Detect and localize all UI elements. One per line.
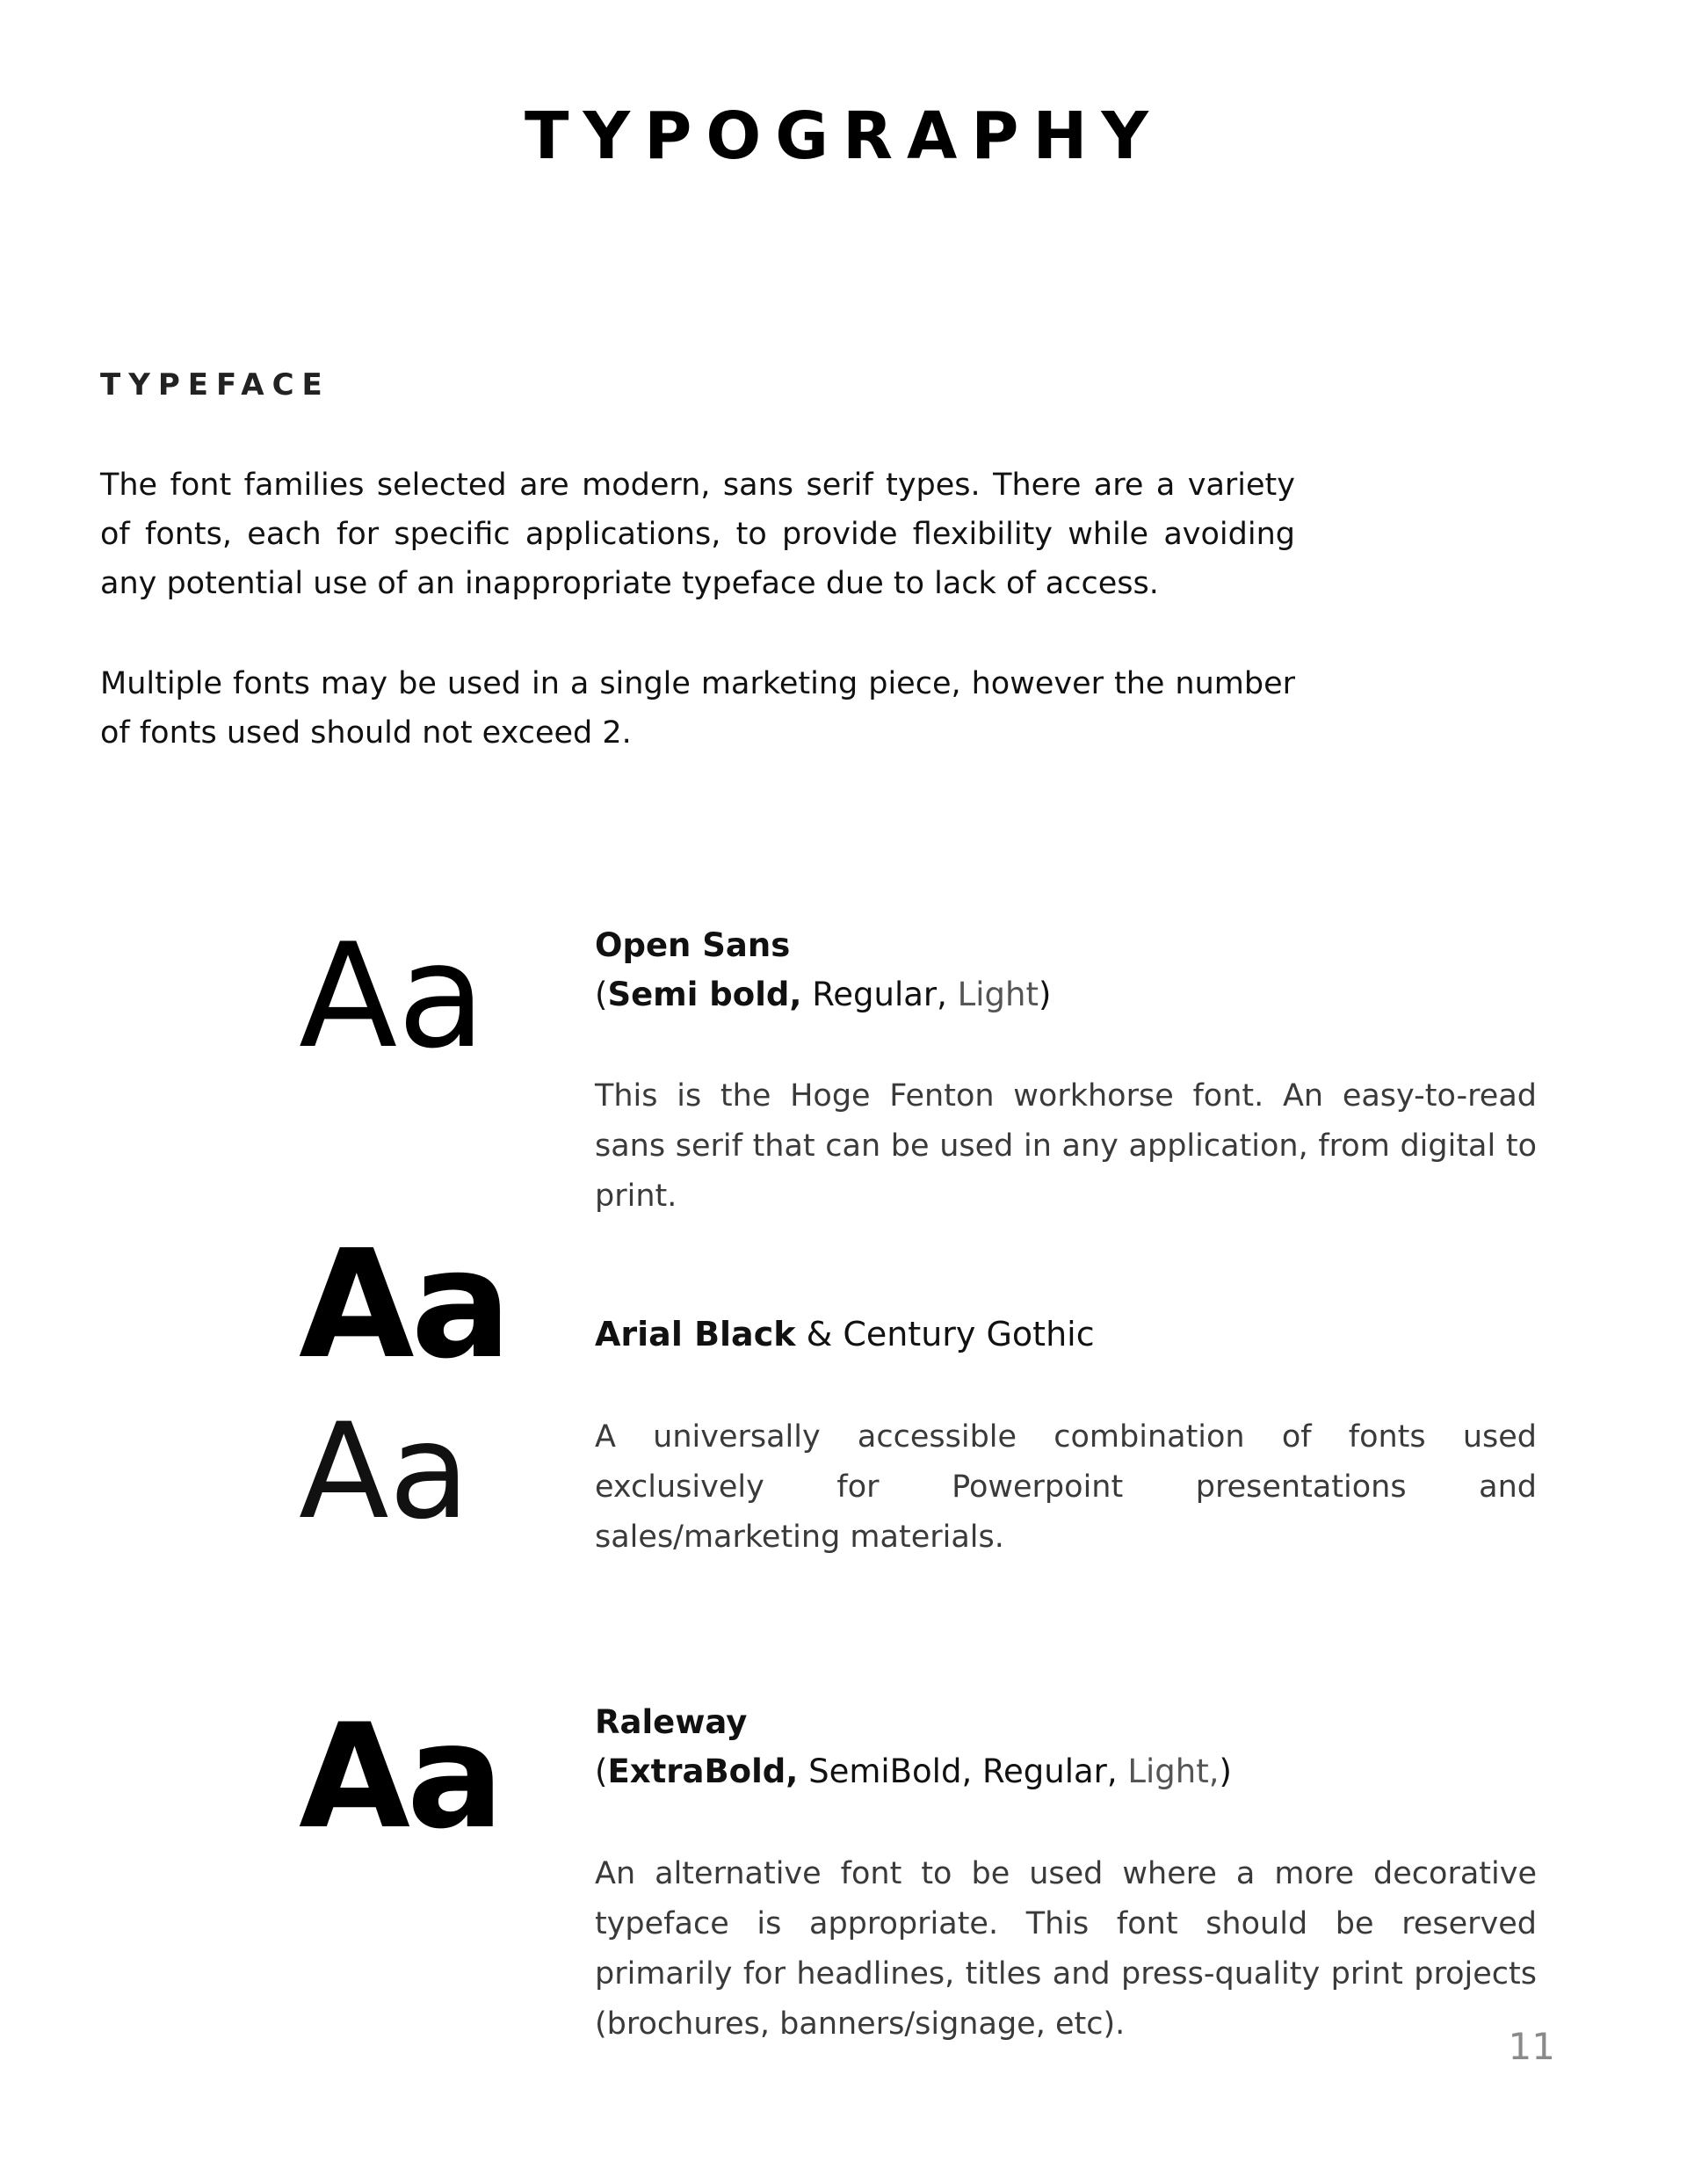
weight-semibold: Semi bold, bbox=[607, 976, 802, 1013]
weights-close-paren: ) bbox=[1219, 1752, 1232, 1790]
intro-paragraph-1: The font families selected are modern, sans serif types. There are a variety of fonts, each for specific applications, to provide flexibility while avoiding any potential use of an inappropriate typeface due to lack of access. bbox=[100, 468, 1295, 601]
page-number: 11 bbox=[1508, 2025, 1555, 2068]
weight-light: Light, bbox=[1117, 1752, 1220, 1790]
font-joiner: & bbox=[795, 1315, 844, 1353]
raleway-name: Raleway bbox=[595, 1703, 748, 1741]
weight-extrabold: ExtraBold, bbox=[607, 1752, 799, 1790]
weights-open-paren: ( bbox=[595, 976, 608, 1013]
open-sans-name: Open Sans bbox=[595, 926, 791, 964]
intro-paragraph-2: Multiple fonts may be used in a single marketing piece, however the number of fonts used should not exceed 2. bbox=[100, 666, 1295, 751]
arial-century-name bbox=[595, 1315, 1095, 1353]
weights-close-paren: ) bbox=[1038, 976, 1052, 1013]
weight-regular: Regular, bbox=[801, 976, 947, 1013]
century-gothic-sample: Aa bbox=[299, 1396, 470, 1549]
weight-semibold: SemiBold, bbox=[798, 1752, 973, 1790]
weight-regular: Regular, bbox=[972, 1752, 1118, 1790]
open-sans-weights bbox=[595, 976, 1051, 1013]
raleway-sample: Aa bbox=[299, 1693, 501, 1861]
raleway-weights bbox=[595, 1752, 1232, 1790]
arial-century-description: A universally accessible combination of fonts used exclusively for Powerpoint presentations and sales/marketing materials. bbox=[595, 1419, 1537, 1555]
weights-open-paren: ( bbox=[595, 1752, 608, 1790]
arial-black-label: Arial Black bbox=[595, 1315, 796, 1353]
open-sans-sample: Aa bbox=[299, 912, 486, 1080]
century-gothic-label: Century Gothic bbox=[843, 1315, 1095, 1353]
open-sans-description: This is the Hoge Fenton workhorse font. An easy-to-read sans serif that can be used in any application, from digital to print. bbox=[595, 1078, 1537, 1214]
raleway-description: An alternative font to be used where a more decorative typeface is appropriate. This font should be reserved primarily for headlines, titles and press-quality print projects (brochures, banners/signage, etc). bbox=[595, 1856, 1537, 2042]
section-label-typeface: TYPEFACE bbox=[100, 367, 330, 403]
arial-black-sample: Aa bbox=[299, 1218, 509, 1392]
page-title: TYPOGRAPHY bbox=[525, 98, 1162, 174]
weight-light: Light bbox=[946, 976, 1039, 1013]
